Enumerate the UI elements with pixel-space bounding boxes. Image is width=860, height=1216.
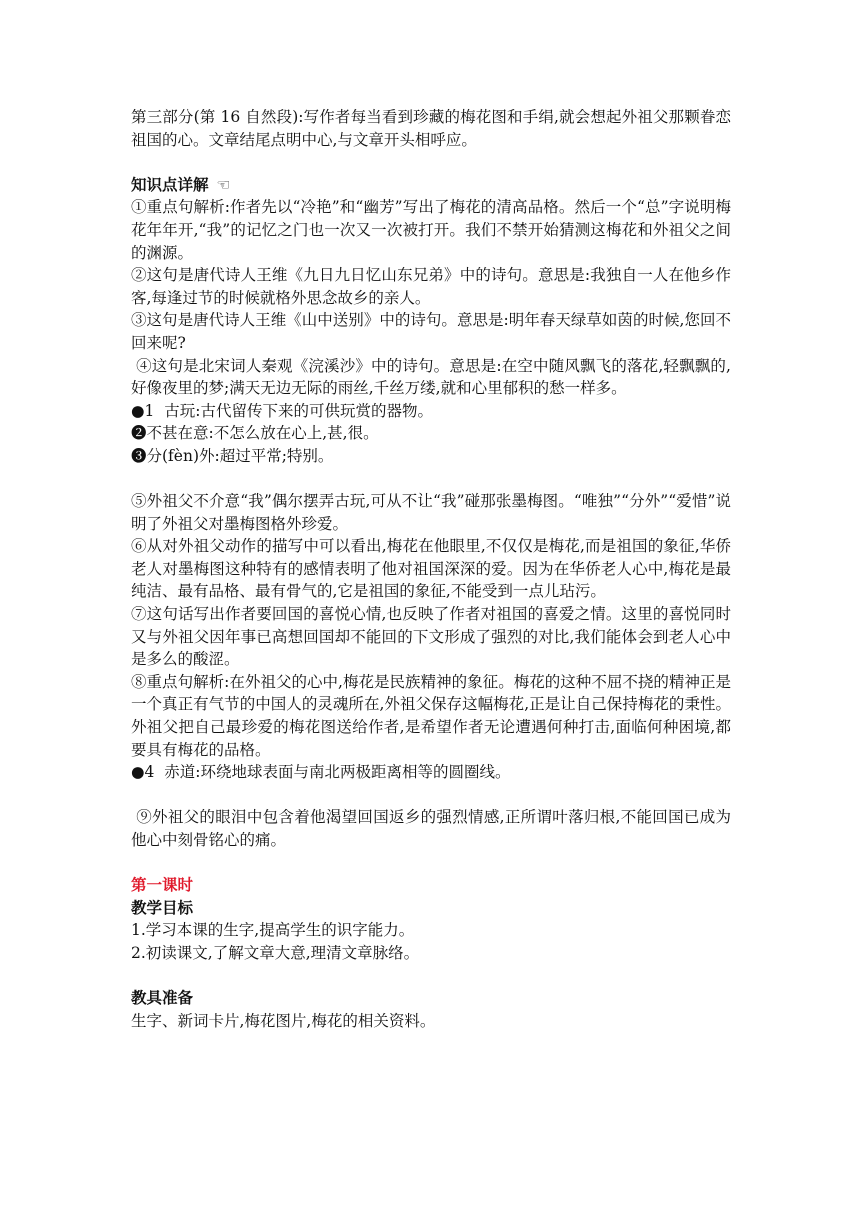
note-8: ⑧重点句解析:在外祖父的心中,梅花是民族精神的象征。梅花的这种不屈不挠的精神正是一个真正有气节的中国人的灵魂所在,外祖父保存这幅梅花,正是让自己保持梅花的秉性。外祖父把自己最珍爱的梅花图送给作者,是希望作者无论遭遇何种打击,面临何种困境,都要具有梅花的品格。 [131,672,731,759]
spacer [131,151,731,174]
prep-heading: 教具准备 [131,989,194,1008]
note-6: ⑥从对外祖父动作的描写中可以看出,梅花在他眼里,不仅仅是梅花,而是祖国的象征,华侨老人对墨梅图这种特有的感情表明了他对祖国深深的爱。因为在华侨老人心中,梅花是最纯洁、最有品格、最有骨气的,它是祖国的象征,不能受到一点儿玷污。 [131,537,731,601]
document-body [131,106,731,1032]
note-4: ④这句是北宋词人秦观《浣溪沙》中的诗句。意思是:在空中随风飘飞的落花,轻飘飘的,好像夜里的梦;满天无边无际的雨丝,千丝万缕,就和心里郁积的愁一样多。 [131,356,731,398]
lesson-title: 第一课时 [131,876,194,895]
spacer [131,965,731,988]
prep-text: 生字、新词卡片,梅花图片,梅花的相关资料。 [131,1011,436,1030]
word-note-fen-wai: ❸分(fèn)外:超过平常;特别。 [131,446,334,465]
note-9: ⑨外祖父的眼泪中包含着他渴望回国返乡的强烈情感,正所谓叶落归根,不能回国已成为他心中刻骨铭心的痛。 [131,808,731,849]
note-1: ①重点句解析:作者先以“冷艳”和“幽芳”写出了梅花的清高品格。然后一个“总”字说明梅花年年开,“我”的记忆之门也一次又一次被打开。我们不禁开始猜测这梅花和外祖父之间的渊源。 [131,198,731,262]
note-2: ②这句是唐代诗人王维《九日九日忆山东兄弟》中的诗句。意思是:我独自一人在他乡作客,每逢过节的时候就格外思念故乡的亲人。 [131,266,731,307]
knowledge-heading [131,174,731,197]
goal-2: 2.初读课文,了解文章大意,理清文章脉络。 [131,943,420,962]
goals-heading: 教学目标 [131,898,194,917]
spacer [131,784,731,807]
word-note-gu-wan: ●1 古玩:古代留传下来的可供玩赏的器物。 [131,401,433,420]
note-7: ⑦这句话写出作者要回国的喜悦心情,也反映了作者对祖国的喜爱之情。这里的喜悦同时又与外祖父因年事已高想回国却不能回的下文形成了强烈的对比,我们能体会到老人心中是多么的酸涩。 [131,605,731,669]
note-3: ③这句是唐代诗人王维《山中送别》中的诗句。意思是:明年春天绿草如茵的时候,您回不回来呢? [131,311,731,352]
spacer [131,852,731,875]
part3-paragraph: 第三部分(第 16 自然段):写作者每当看到珍藏的梅花图和手绢,就会想起外祖父那颗眷恋祖国的心。文章结尾点明中心,与文章开头相呼应。 [131,108,731,149]
goal-1: 1.学习本课的生字,提高学生的识字能力。 [131,921,415,940]
pointing-hand-icon: ☜ [216,175,231,194]
word-note-bu-shen-zai-yi: ❷不甚在意:不怎么放在心上,甚,很。 [131,424,379,443]
word-note-chi-dao: ●4 赤道:环绕地球表面与南北两极距离相等的圆圈线。 [131,763,511,782]
spacer [131,468,731,491]
note-5: ⑤外祖父不介意“我”偶尔摆弄古玩,可从不让“我”碰那张墨梅图。“唯独”“分外”“爱惜”说明了外祖父对墨梅图格外珍爱。 [131,492,731,533]
knowledge-title: 知识点详解 [131,175,209,194]
